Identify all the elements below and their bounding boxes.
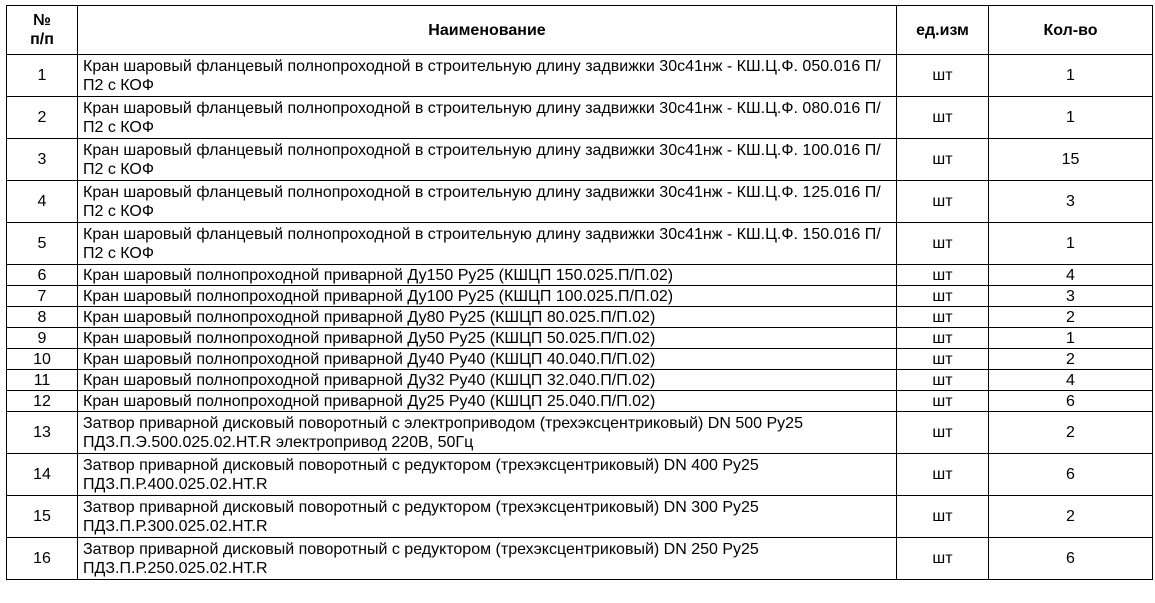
specification-table xyxy=(6,5,1153,580)
row-number-cell: 4 xyxy=(7,181,78,223)
header-qty: Кол-во xyxy=(989,6,1153,55)
row-unit-cell: шт xyxy=(897,97,989,139)
row-quantity-cell: 1 xyxy=(989,223,1153,265)
row-name-cell: Затвор приварной дисковый поворотный с редуктором (трехэксцентриковый) DN 250 Ру25 ПДЗ.П.Р.250.025.02.НТ.R xyxy=(78,538,897,580)
row-name-cell: Кран шаровый фланцевый полнопроходной в строительную длину задвижки 30с41нж - КШ.Ц.Ф. 125.016 П/П2 с КОФ xyxy=(78,181,897,223)
table-row xyxy=(7,55,1153,97)
table-header xyxy=(7,6,1153,55)
table-row xyxy=(7,265,1153,286)
row-number-cell: 12 xyxy=(7,391,78,412)
table-row xyxy=(7,391,1153,412)
row-unit-cell: шт xyxy=(897,454,989,496)
row-quantity-cell: 3 xyxy=(989,181,1153,223)
row-quantity-cell: 6 xyxy=(989,538,1153,580)
row-unit-cell: шт xyxy=(897,349,989,370)
header-name: Наименование xyxy=(78,6,897,55)
row-number-cell: 11 xyxy=(7,370,78,391)
row-name-cell: Кран шаровый фланцевый полнопроходной в строительную длину задвижки 30с41нж - КШ.Ц.Ф. 050.016 П/П2 с КОФ xyxy=(78,55,897,97)
row-name-cell: Кран шаровый фланцевый полнопроходной в строительную длину задвижки 30с41нж - КШ.Ц.Ф. 150.016 П/П2 с КОФ xyxy=(78,223,897,265)
row-quantity-cell: 2 xyxy=(989,496,1153,538)
row-number-cell: 3 xyxy=(7,139,78,181)
row-number-cell: 9 xyxy=(7,328,78,349)
row-unit-cell: шт xyxy=(897,496,989,538)
row-quantity-cell: 4 xyxy=(989,265,1153,286)
row-name-cell: Кран шаровый полнопроходной приварной Ду150 Ру25 (КШЦП 150.025.П/П.02) xyxy=(78,265,897,286)
table-row xyxy=(7,181,1153,223)
row-name-cell: Затвор приварной дисковый поворотный с электроприводом (трехэксцентриковый) DN 500 Ру25 ПДЗ.П.Э.500.025.02.НТ.R электропривод 220В, 50Гц xyxy=(78,412,897,454)
header-row xyxy=(7,6,1153,55)
table-row xyxy=(7,454,1153,496)
row-name-cell: Затвор приварной дисковый поворотный с редуктором (трехэксцентриковый) DN 300 Ру25 ПДЗ.П.Р.300.025.02.НТ.R xyxy=(78,496,897,538)
row-unit-cell: шт xyxy=(897,328,989,349)
table-row xyxy=(7,349,1153,370)
row-name-cell: Кран шаровый полнопроходной приварной Ду50 Ру25 (КШЦП 50.025.П/П.02) xyxy=(78,328,897,349)
row-number-cell: 7 xyxy=(7,286,78,307)
row-number-cell: 10 xyxy=(7,349,78,370)
row-number-cell: 1 xyxy=(7,55,78,97)
row-quantity-cell: 3 xyxy=(989,286,1153,307)
row-unit-cell: шт xyxy=(897,181,989,223)
row-name-cell: Кран шаровый полнопроходной приварной Ду100 Ру25 (КШЦП 100.025.П/П.02) xyxy=(78,286,897,307)
table-row xyxy=(7,328,1153,349)
row-unit-cell: шт xyxy=(897,370,989,391)
row-name-cell: Кран шаровый фланцевый полнопроходной в строительную длину задвижки 30с41нж - КШ.Ц.Ф. 100.016 П/П2 с КОФ xyxy=(78,139,897,181)
row-quantity-cell: 1 xyxy=(989,97,1153,139)
header-unit: ед.изм xyxy=(897,6,989,55)
table-row xyxy=(7,412,1153,454)
row-unit-cell: шт xyxy=(897,265,989,286)
row-unit-cell: шт xyxy=(897,223,989,265)
row-quantity-cell: 2 xyxy=(989,349,1153,370)
table-row xyxy=(7,496,1153,538)
table-row xyxy=(7,538,1153,580)
table-row xyxy=(7,223,1153,265)
row-name-cell: Кран шаровый полнопроходной приварной Ду32 Ру40 (КШЦП 32.040.П/П.02) xyxy=(78,370,897,391)
table-row xyxy=(7,370,1153,391)
row-number-cell: 16 xyxy=(7,538,78,580)
table-row xyxy=(7,139,1153,181)
row-unit-cell: шт xyxy=(897,307,989,328)
row-number-cell: 13 xyxy=(7,412,78,454)
table-body xyxy=(7,55,1153,580)
row-quantity-cell: 6 xyxy=(989,454,1153,496)
row-unit-cell: шт xyxy=(897,286,989,307)
row-quantity-cell: 4 xyxy=(989,370,1153,391)
row-quantity-cell: 1 xyxy=(989,55,1153,97)
row-unit-cell: шт xyxy=(897,55,989,97)
row-number-cell: 6 xyxy=(7,265,78,286)
row-name-cell: Затвор приварной дисковый поворотный с редуктором (трехэксцентриковый) DN 400 Ру25 ПДЗ.П.Р.400.025.02.НТ.R xyxy=(78,454,897,496)
row-number-cell: 8 xyxy=(7,307,78,328)
table-row xyxy=(7,97,1153,139)
row-quantity-cell: 6 xyxy=(989,391,1153,412)
row-number-cell: 2 xyxy=(7,97,78,139)
row-quantity-cell: 2 xyxy=(989,412,1153,454)
header-num: № п/п xyxy=(7,6,78,55)
table-row xyxy=(7,307,1153,328)
row-number-cell: 5 xyxy=(7,223,78,265)
row-name-cell: Кран шаровый полнопроходной приварной Ду80 Ру25 (КШЦП 80.025.П/П.02) xyxy=(78,307,897,328)
row-name-cell: Кран шаровый полнопроходной приварной Ду40 Ру40 (КШЦП 40.040.П/П.02) xyxy=(78,349,897,370)
row-number-cell: 15 xyxy=(7,496,78,538)
row-unit-cell: шт xyxy=(897,391,989,412)
table-row xyxy=(7,286,1153,307)
row-quantity-cell: 2 xyxy=(989,307,1153,328)
row-name-cell: Кран шаровый полнопроходной приварной Ду25 Ру40 (КШЦП 25.040.П/П.02) xyxy=(78,391,897,412)
row-quantity-cell: 1 xyxy=(989,328,1153,349)
row-name-cell: Кран шаровый фланцевый полнопроходной в строительную длину задвижки 30с41нж - КШ.Ц.Ф. 080.016 П/П2 с КОФ xyxy=(78,97,897,139)
row-quantity-cell: 15 xyxy=(989,139,1153,181)
row-number-cell: 14 xyxy=(7,454,78,496)
row-unit-cell: шт xyxy=(897,139,989,181)
row-unit-cell: шт xyxy=(897,538,989,580)
row-unit-cell: шт xyxy=(897,412,989,454)
